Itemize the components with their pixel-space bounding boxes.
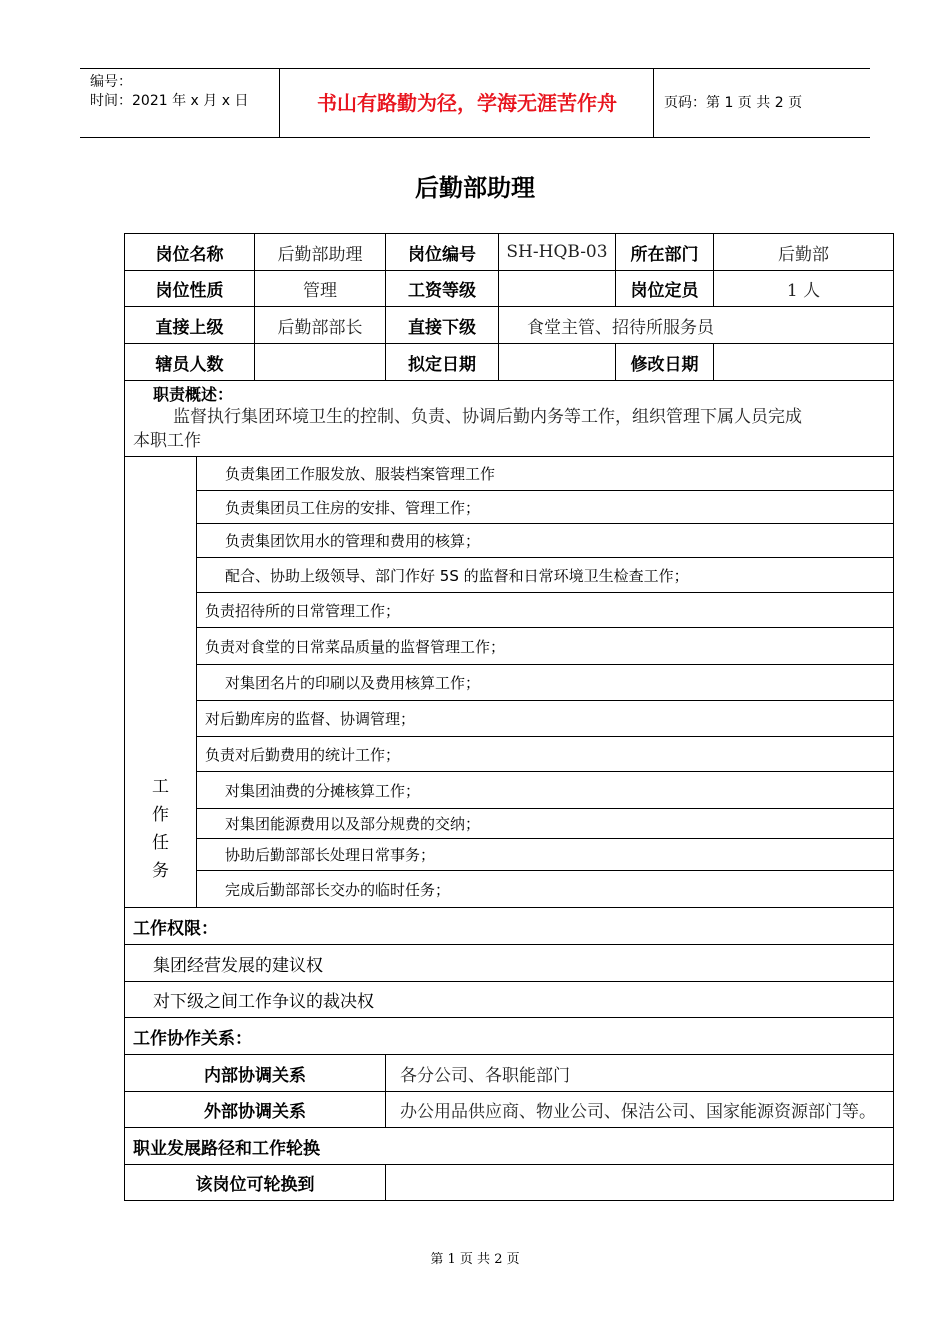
task-item: 负责集团工作服发放、服装档案管理工作 [197,457,894,491]
authority-row [125,982,894,1018]
value-salary-grade [499,271,616,307]
relations-label: 工作协作关系： [125,1018,894,1055]
job-description-table [124,233,894,1201]
authority-item: 集团经营发展的建议权 [125,945,894,982]
relations-external-row [125,1092,894,1128]
task-item: 对后勤库房的监督、协调管理； [197,701,894,737]
overview-cell [125,381,894,457]
value-draft-date [499,344,616,381]
tasks-label-char: 工 [152,777,169,797]
info-row-3 [125,307,894,344]
task-row [125,772,894,809]
task-item: 负责对食堂的日常菜品质量的监督管理工作； [197,628,894,665]
task-row [125,457,894,491]
label-job-nature: 岗位性质 [125,271,255,307]
task-item: 完成后勤部部长交办的临时任务； [197,871,894,908]
header-meta [80,69,280,137]
task-item: 负责招待所的日常管理工作； [197,593,894,628]
rotation-value [386,1165,894,1201]
internal-relations-value: 各分公司、各职能部门 [386,1055,894,1092]
overview-row [125,381,894,457]
page-header [80,68,870,138]
task-item: 协助后勤部部长处理日常事务； [197,839,894,871]
internal-relations-label: 内部协调关系 [125,1055,386,1092]
task-row [125,809,894,839]
label-department: 所在部门 [616,234,714,271]
value-direct-superior: 后勤部部长 [255,307,386,344]
authority-header-row [125,908,894,945]
task-row [125,665,894,701]
label-draft-date: 拟定日期 [386,344,499,381]
overview-label: 职责概述： [153,385,234,404]
info-row-1 [125,234,894,271]
doc-number-label: 编号： [90,74,132,90]
value-job-code: SH-HQB-03 [499,234,616,271]
value-job-title: 后勤部助理 [255,234,386,271]
career-header-row [125,1128,894,1165]
task-item: 配合、协助上级领导、部门作好 5S 的监督和日常环境卫生检查工作； [197,558,894,593]
doc-time-label: 时间：2021 年 x 月 x 日 [90,93,249,109]
task-row [125,871,894,908]
label-salary-grade: 工资等级 [386,271,499,307]
header-page-info: 页码：第 1 页 共 2 页 [664,95,803,111]
authority-label: 工作权限： [125,908,894,945]
career-label: 职业发展路径和工作轮换 [125,1128,894,1165]
authority-item: 对下级之间工作争议的裁决权 [125,982,894,1018]
info-row-4 [125,344,894,381]
task-row [125,839,894,871]
header-motto: 书山有路勤为径，学海无涯苦作舟 [281,69,654,137]
task-row [125,593,894,628]
label-headcount: 岗位定员 [616,271,714,307]
value-staff-count [255,344,386,381]
task-item: 负责集团饮用水的管理和费用的核算； [197,524,894,558]
value-department: 后勤部 [714,234,894,271]
task-row [125,524,894,558]
value-revise-date [714,344,894,381]
tasks-label [125,457,197,908]
value-headcount: 1 人 [714,271,894,307]
label-job-code: 岗位编号 [386,234,499,271]
label-job-title: 岗位名称 [125,234,255,271]
tasks-label-char: 作 [152,805,169,825]
label-direct-subordinate: 直接下级 [386,307,499,344]
relations-internal-row [125,1055,894,1092]
value-job-nature: 管理 [255,271,386,307]
external-relations-value: 办公用品供应商、物业公司、保洁公司、国家能源资源部门等。 [386,1092,894,1128]
rotation-label: 该岗位可轮换到 [125,1165,386,1201]
task-row [125,701,894,737]
document-title: 后勤部助理 [415,174,535,202]
overview-text-cont: 本职工作 [133,431,201,451]
task-item: 对集团能源费用以及部分规费的交纳； [197,809,894,839]
task-item: 对集团油费的分摊核算工作； [197,772,894,809]
label-direct-superior: 直接上级 [125,307,255,344]
value-direct-subordinate: 食堂主管、招待所服务员 [499,307,894,344]
tasks-label-char: 务 [152,861,169,881]
task-item: 负责对后勤费用的统计工作； [197,737,894,772]
tasks-label-char: 任 [152,833,169,853]
task-item: 负责集团员工住房的安排、管理工作； [197,491,894,524]
authority-row [125,945,894,982]
label-staff-count: 辖员人数 [125,344,255,381]
overview-text: 监督执行集团环境卫生的控制、负责、协调后勤内务等工作，组织管理下属人员完成 [173,407,802,427]
task-row [125,491,894,524]
relations-header-row [125,1018,894,1055]
task-row [125,737,894,772]
page-footer: 第 1 页 共 2 页 [430,1252,520,1267]
task-row [125,558,894,593]
task-item: 对集团名片的印刷以及费用核算工作； [197,665,894,701]
rotation-row [125,1165,894,1201]
info-row-2 [125,271,894,307]
task-row [125,628,894,665]
external-relations-label: 外部协调关系 [125,1092,386,1128]
label-revise-date: 修改日期 [616,344,714,381]
